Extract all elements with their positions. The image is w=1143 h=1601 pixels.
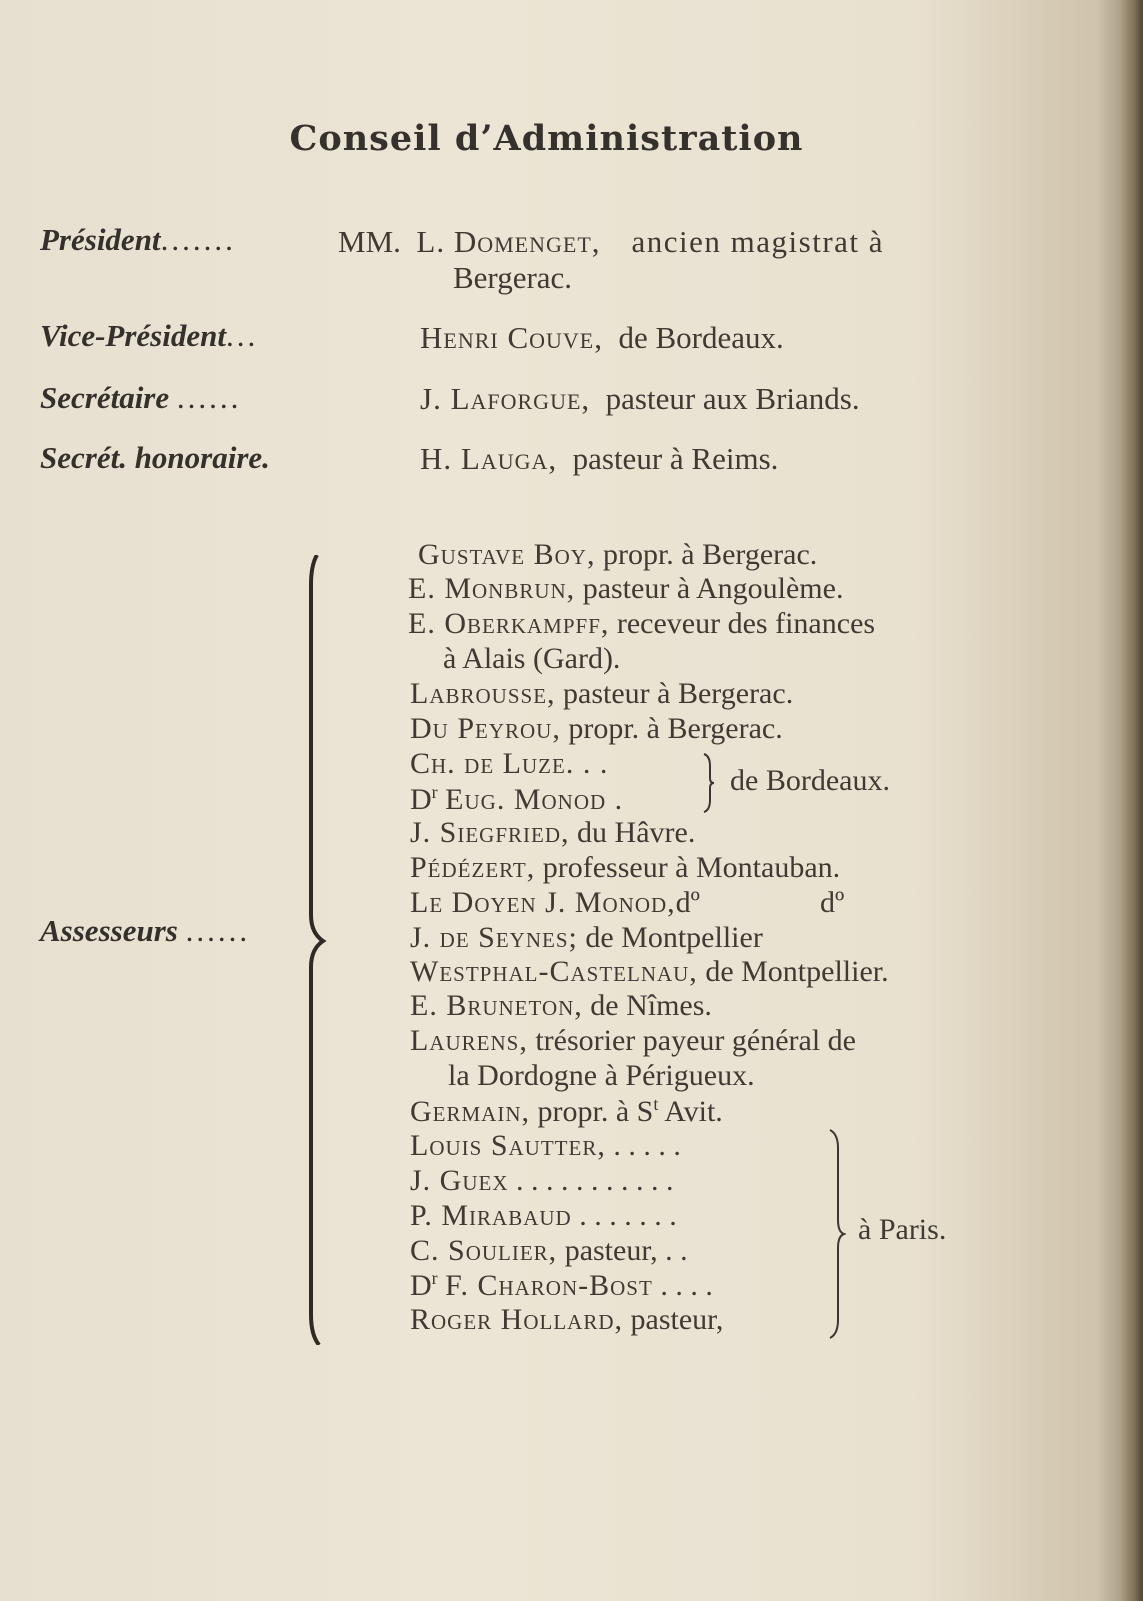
- assessor-name: Ch. de Luze. . .: [410, 747, 609, 780]
- assessor-desc: de Montpellier.: [705, 955, 889, 988]
- leader-dots: .......: [160, 222, 236, 257]
- assessor-name: C. Soulier,: [410, 1234, 558, 1267]
- assessor-name: Laurens,: [410, 1024, 528, 1057]
- assessor-desc: de Nîmes.: [590, 989, 712, 1022]
- assessor-row: [410, 1199, 677, 1233]
- st-sup: t: [653, 1094, 659, 1114]
- assessor-row: [410, 747, 608, 781]
- officer-name: L. Domenget,: [416, 224, 601, 259]
- paris-brace: [826, 1128, 846, 1340]
- assessor-row: [418, 538, 817, 572]
- role-label: Secrét. honoraire.: [40, 440, 270, 475]
- assessor-desc: à Alais (Gard).: [443, 642, 621, 675]
- assessor-desc: receveur des finances: [616, 607, 876, 640]
- assessor-desc: propr. à Bergerac.: [568, 712, 783, 745]
- assessor-name: Germain,: [410, 1095, 530, 1128]
- role-president: [40, 222, 320, 258]
- assessor-row: [443, 642, 620, 676]
- dr-sup: r: [431, 1268, 438, 1288]
- role-secretary: [40, 380, 320, 416]
- assessor-row: [410, 989, 712, 1023]
- assessor-name: E. Bruneton,: [410, 989, 583, 1022]
- assessor-desc: pasteur à Angoulème.: [582, 572, 844, 605]
- assessor-desc: pasteur à Bergerac.: [563, 677, 794, 710]
- st-prefix: S: [636, 1095, 654, 1128]
- role-assessors: [40, 913, 320, 949]
- assessor-name: Gustave Boy,: [418, 538, 596, 571]
- assessor-name: J. de Seynes;: [410, 921, 578, 954]
- role-label: Secrétaire: [40, 380, 170, 415]
- assessor-name: P. Mirabaud: [410, 1199, 572, 1232]
- assessor-name: J. Guex: [410, 1164, 509, 1197]
- assessor-desc: propr. à Bergerac.: [602, 538, 818, 571]
- assessor-name: E. Oberkampff,: [408, 607, 610, 640]
- assessor-desc: du Hâvre.: [577, 816, 696, 849]
- assessors-brace: [305, 555, 333, 1345]
- assessor-row: [410, 1094, 723, 1129]
- assessor-desc: . . . . .: [613, 1129, 681, 1162]
- assessor-row: [410, 1164, 674, 1198]
- assessor-name: Westphal-Castelnau,: [410, 955, 698, 988]
- bordeaux-group-label: de Bordeaux.: [730, 764, 890, 797]
- role-vice-president: [40, 318, 320, 354]
- assessor-desc: professeur à Montauban.: [542, 851, 841, 884]
- officer-prefix: MM.: [338, 224, 401, 259]
- officer-name: Henri Couve,: [420, 320, 603, 355]
- assessor-row: [410, 782, 623, 817]
- officer-honorary-secretary: [420, 441, 778, 477]
- officer-president-cont: Bergerac.: [453, 260, 573, 295]
- officer-name: H. Lauga,: [420, 441, 558, 476]
- officer-president: [338, 224, 1018, 260]
- assessor-desc: de Montpellier: [585, 921, 763, 954]
- assessor-name: Du Peyrou,: [410, 712, 561, 745]
- assessor-row: [408, 572, 843, 606]
- assessor-row: [410, 677, 793, 711]
- assessor-row: [410, 1024, 856, 1058]
- assessor-desc: . . . . . . .: [579, 1199, 677, 1232]
- bordeaux-brace: [700, 752, 716, 814]
- assessor-row: [410, 851, 840, 885]
- assessor-name: E. Monbrun,: [408, 572, 576, 605]
- leader-dots: ...: [225, 318, 259, 353]
- assessor-name: Roger Hollard,: [410, 1303, 623, 1336]
- assessor-desc: propr. à $S^t$ Avit.: [537, 1094, 723, 1128]
- officer-name: J. Laforgue,: [420, 381, 591, 416]
- assessor-name: J. Siegfried,: [410, 816, 570, 849]
- leader-dots: ......: [176, 380, 242, 415]
- paris-group-label: à Paris.: [858, 1213, 947, 1246]
- assessor-desc: pasteur,: [630, 1303, 724, 1336]
- officer-desc: ancien magistrat à: [631, 224, 885, 259]
- assessor-row: [410, 712, 783, 746]
- assessor-row: [448, 1059, 755, 1093]
- officer-vice-president: [420, 320, 784, 356]
- dr-prefix: D: [410, 783, 432, 816]
- assessor-desc: . . . . . . . . . . .: [516, 1164, 674, 1197]
- assessor-desc: la Dordogne à Périgueux.: [448, 1059, 755, 1092]
- assessor-row: [410, 1234, 688, 1268]
- ditto-mark: dº: [819, 886, 845, 919]
- assessor-row: [408, 607, 875, 641]
- officer-desc: pasteur aux Briands.: [605, 381, 860, 416]
- dr-sup: r: [431, 782, 438, 802]
- assessor-row: [410, 1303, 723, 1337]
- assessor-desc: trésorier payeur général de: [535, 1024, 856, 1057]
- role-label: Président: [40, 222, 161, 257]
- assessor-row: [410, 921, 763, 955]
- page-edge-shadow: [1121, 0, 1143, 1601]
- assessor-name: Pédézert,: [410, 851, 536, 884]
- assessor-name: Eug. Monod .: [445, 783, 624, 816]
- role-honorary-secretary: [40, 440, 320, 476]
- leader-dots: ......: [185, 913, 251, 948]
- officer-secretary: [420, 381, 860, 417]
- officer-desc: pasteur à Reims.: [572, 441, 779, 476]
- assessor-desc: pasteur, . .: [564, 1234, 688, 1267]
- page-title: Conseil d’Administration: [289, 118, 804, 159]
- assessor-name: Labrousse,: [410, 677, 556, 710]
- assessor-row: [410, 1129, 681, 1163]
- dr-prefix: D: [410, 1269, 432, 1302]
- assessor-row: [410, 1268, 713, 1303]
- role-label: Assesseurs: [40, 913, 178, 948]
- assessor-name: Louis Sautter,: [410, 1129, 606, 1162]
- assessor-row: [410, 955, 889, 989]
- assessor-desc: . . . .: [660, 1269, 713, 1302]
- assessor-row: [410, 886, 844, 920]
- assessor-name: Le Doyen J. Monod,: [410, 886, 676, 919]
- role-label: Vice-Président: [40, 318, 226, 353]
- assessor-name: F. Charon-Bost: [445, 1269, 653, 1302]
- assessor-desc: dº: [675, 886, 700, 919]
- officer-desc: de Bordeaux.: [618, 320, 784, 355]
- assessor-row: [410, 816, 695, 850]
